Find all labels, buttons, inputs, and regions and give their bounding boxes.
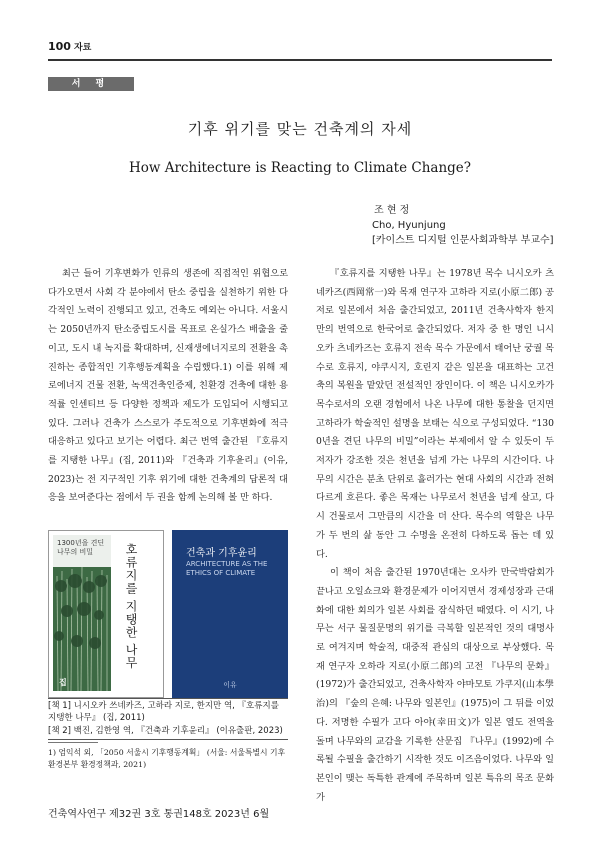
title-korean: 기후 위기를 맞는 건축계의 자세 bbox=[187, 120, 413, 138]
caption-top-rule bbox=[48, 698, 288, 699]
book1-publisher: 집 bbox=[59, 678, 67, 687]
caption-bottom-rule bbox=[48, 739, 288, 740]
footnote: 1) 엄익석 외, 「2050 서울시 기후행동계획」 (서울: 서울특별시 기후환경본부 환경정책과, 2021) bbox=[48, 748, 286, 769]
author-block bbox=[372, 203, 554, 248]
section-label: 자료 bbox=[73, 43, 92, 53]
book2-title: 건축과 기후윤리 bbox=[186, 548, 257, 559]
left-column bbox=[48, 265, 288, 508]
book1-subtitle: 1300년을 견딘 나무의 비밀 bbox=[57, 539, 105, 556]
header-rule bbox=[48, 59, 552, 61]
right-paragraph-1: 『호류지를 지탱한 나무』는 1978년 목수 니시오카 츠네카즈(西岡常一)와 목재 연구자 고하라 지로(小原二郎) 공저로 일본에서 처음 출간되었고, 2011년 건축사학자 한지만의 번역으로 한국어로 출간되었다. 저자 중 한 명인 니시오카 츠네카즈는 호류지 전속 목수 가문에서 태어난 궁궐 목수로 호류지, 야쿠시지, 호린지 같은 일본을 대표하는 고건축의 복원을 맡았던 전설적인 장인이다. 이 책은 니시오카가 목수로서의 오랜 경험에서 나온 나무에 대한 통찰을 던지면 고하라가 학술적인 설명을 보태는 식으로 구성되었다. “1300년을 견딘 나무의 비밀”이라는 부제에서 알 수 있듯이 두 저자가 강조한 것은 천년을 넘게 가는 나무의 시간이다. 나무의 시간은 분초 단위로 흘러가는 현대 사회의 시간과 전혀 다르게 흐른다. 좋은 목재는 나무로서 천년을 넘게 살고, 다시 건물로서 그만큼의 시간을 더 산다. 목수의 역할은 나무가 두 번의 삶 동안 그 수명을 온전히 다하도록 돕는 데 있다. bbox=[316, 268, 554, 560]
right-paragraph-2: 이 책이 처음 출간된 1970년대는 오사카 만국박람회가 끝나고 오일쇼크와 환경문제가 이어지면서 경제성장과 근대화에 대한 회의가 일본 사회를 잠식하던 때였다. 이 시기, 나무는 서구 물질문명의 위기를 극복할 일본적인 것의 대명사로 여겨지며 학술적, 대중적 관심의 대상으로 부상했다. 목재 연구자 오하라 지로(小原二郎)의 고전 『나무의 문화』(1972)가 출간되었고, 건축사학자 야마모토 가쿠지(山本學治)의 『숲의 은혜: 나무와 일본인』(1975)이 그 뒤를 이었다. 저명한 수필가 고다 아야(幸田文)가 일본 열도 전역을 돌며 나무와의 교감을 기록한 산문집 『나무』(1992)에 수록될 수필을 출간하기 시작한 것도 이즈음이었다. 나무와 일본인이 맺는 독특한 관계에 주목하며 일본 특유의 목조 문화가 bbox=[316, 567, 554, 803]
caption-book-1: [책 1] 니시오카 쓰네카즈, 고하라 지로, 한지만 역, 『호류지를 지탱한 나무』 (집, 2011) bbox=[48, 701, 279, 723]
author-affiliation: [카이스트 디지털 인문사회과학부 부교수] bbox=[372, 235, 554, 246]
book2-title-en: ARCHITECTURE AS THE ETHICS OF CLIMATE bbox=[186, 560, 268, 577]
book-cover-1 bbox=[48, 530, 164, 698]
left-paragraph: 최근 들어 기후변화가 인류의 생존에 직접적인 위협으로 다가오면서 사회 각 분야에서 탄소 중립을 실천하기 위한 다각적인 노력이 진행되고 있고, 건축도 예외는 아니다. 서울시는 2050년까지 탄소중립도시를 목표로 온실가스 배출을 줄이고, 도시 내 녹지를 확대하며, 신재생에너지로의 전환을 촉진하는 종합적인 기후행동계획을 수립했다.1) 이를 위해 제로에너지 건물 전환, 녹색건축인증제, 친환경 건축에 대한 용적률 인센티브 등 다양한 정책과 제도가 도입되어 시행되고 있다. 그러나 건축가 스스로가 주도적으로 기후변화에 적극 대응하고 있다고 보기는 어렵다. 최근 번역 출간된 『호류지를 지탱한 나무』(집, 2011)와 『건축과 기후윤리』(이유, 2023)는 전 지구적인 기후 위기에 대한 건축계의 답론적 대응을 보여준다는 점에서 두 권을 함께 논의해 볼 만 하다. bbox=[48, 268, 288, 504]
book1-title: 호류지를 지탱한 나무 bbox=[124, 543, 138, 670]
author-name-ko: 조 현 정 bbox=[374, 205, 410, 216]
book-cover-2 bbox=[172, 530, 288, 698]
section-badge: 서 평 bbox=[48, 77, 134, 91]
book2-publisher: 이유 bbox=[223, 681, 237, 689]
right-column bbox=[316, 265, 554, 807]
footnote-separator bbox=[48, 742, 98, 743]
page-number-value: 100 bbox=[48, 40, 71, 53]
caption-book-2: [책 2] 백진, 김한영 역, 『건축과 기후윤리』 (이유출판, 2023) bbox=[48, 726, 283, 736]
title-english: How Architecture is Reacting to Climate Change? bbox=[128, 160, 472, 176]
page-number bbox=[48, 40, 91, 53]
author-name-en: Cho, Hyunjung bbox=[372, 220, 446, 231]
journal-footer: 건축역사연구 제32권 3호 통권148호 2023년 6월 bbox=[48, 809, 270, 820]
